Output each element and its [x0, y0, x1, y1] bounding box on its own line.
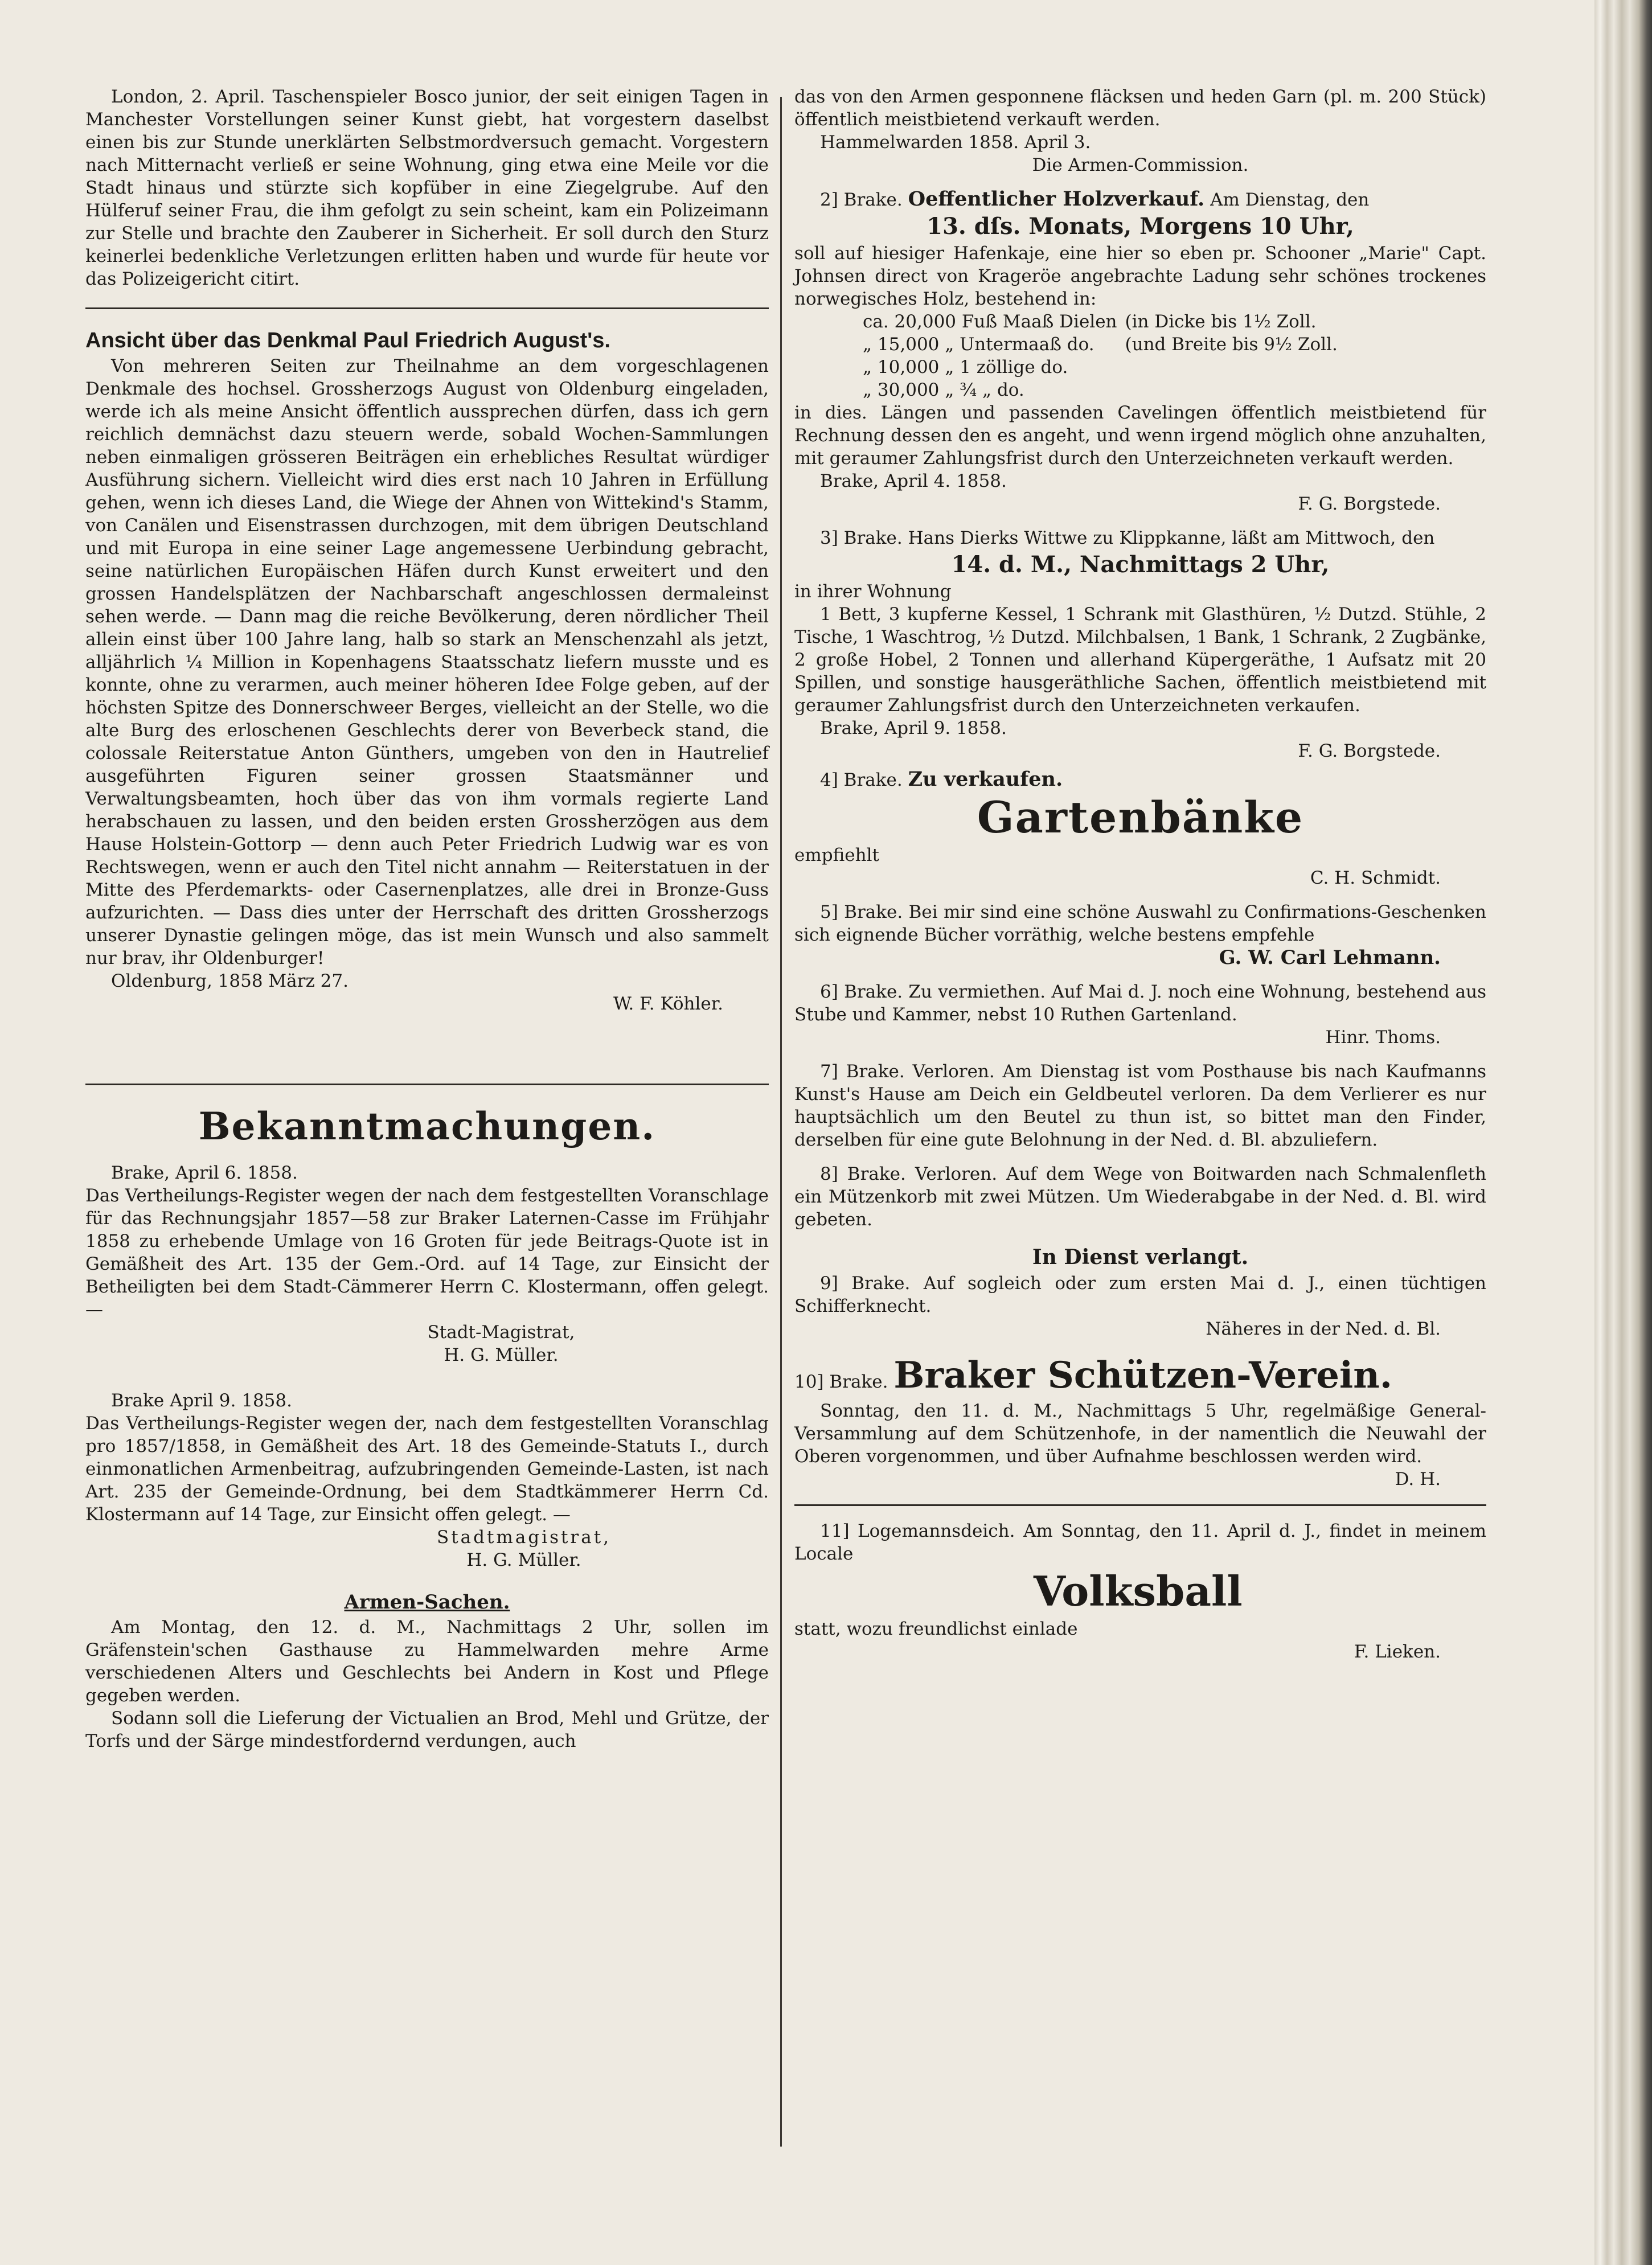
denkmal-signature: W. F. Köhler. [613, 994, 723, 1014]
ad-2-date-line: 13. dſs. Monats, Morgens 10 Uhr, [927, 213, 1354, 240]
ad-4-signature: C. H. Schmidt. [1310, 868, 1441, 888]
notice-b-body: Das Vertheilungs-Register wegen der, nach dem festgestellten Voranschlag pro 1857/1858, in Gemäßheit des Art. 18 des Gemeinde-Statuts I., durch einmonatlichen Armenbeitrag, aufzubringenden Gemeinde-Lasten, ist nach Art. 235 der Gemeinde-Ordnung, bei dem Stadtkämmerer Herrn Cd. Klostermann auf 14 Tage, zur Einsicht offen gelegt. — [85, 1413, 769, 1525]
ad-8-body: 8] Brake. Verloren. Auf dem Wege von Boitwarden nach Schmalenfleth ein Mützenkorb mit zwei Mützen. Um Wiederabgabe in der Ned. d. Bl. wird gebeten. [794, 1164, 1486, 1230]
ad-2-title: Oeffentlicher Holzverkauf. [908, 187, 1205, 211]
ad-3-signature: F. G. Borgstede. [1298, 741, 1441, 761]
ad-4-gartenbaenke: Gartenbänke [977, 792, 1304, 843]
wood-dimension: (und Breite bis 9½ Zoll. [1125, 334, 1338, 355]
ad-2-number: 2] Brake. [820, 190, 903, 210]
ad-4-text: empfiehlt [794, 845, 879, 865]
ad-11-lead: 11] Logemannsdeich. Am Sonntag, den 11. April d. J., findet in meinem Locale [794, 1521, 1486, 1564]
armen-sachen-paragraph-1: Am Montag, den 12. d. M., Nachmittags 2 Uhr, sollen im Gräfenstein'schen Gasthause zu Hammelwarden mehre Arme verschiedenen Alters und Geschlechts bei Andern in Kost und Pflege gegeben werden. [85, 1617, 769, 1706]
ad-11-text: statt, wozu freundlichst einlade [794, 1619, 1078, 1639]
dienst-heading: In Dienst verlangt. [1032, 1245, 1249, 1269]
ad-2-signature: F. G. Borgstede. [1298, 494, 1441, 514]
armen-sachen-heading: Armen-Sachen. [344, 1591, 510, 1614]
armen-sachen-paragraph-2: Sodann soll die Lieferung der Victualien an Brod, Mehl und Grütze, der Torfs und der Särge mindestfordernd verdungen, auch [85, 1708, 769, 1751]
ad-9-signature: Näheres in der Ned. d. Bl. [1206, 1319, 1441, 1339]
ad-2-text: Am Dienstag, den [1210, 190, 1370, 210]
left-column [85, 85, 769, 1753]
wood-dimension [1125, 356, 1346, 379]
ad-9-body: 9] Brake. Auf sogleich oder zum ersten Mai d. J., einen tüchtigen Schifferknecht. [794, 1273, 1486, 1316]
denkmal-place-date: Oldenburg, 1858 März 27. [111, 971, 349, 991]
continued-signature: Die Armen-Commission. [1032, 155, 1249, 175]
ad-4-number: 4] Brake. [820, 770, 903, 790]
ad-3-location: in ihrer Wohnung [794, 581, 952, 602]
column-divider [780, 97, 782, 2147]
ad-3-items: 1 Bett, 3 kupferne Kessel, 1 Schrank mit Glasthüren, ½ Dutzd. Stühle, 2 Tische, 1 Waschtrog, ½ Dutzd. Milchbalsen, 1 Bank, 1 Schrank, 2 Zugbänke, 2 große Hobel, 2 Tonnen und allerhand Küpergeräthe, 1 Aufsatz mit 20 Spillen, und sonstige hausgeräthliche Sachen, öffentlich meistbietend mit geraumer Zahlungsfrist durch den Unterzeichneten verkaufen. [794, 604, 1486, 716]
ad-2-lead [794, 188, 1486, 211]
denkmal-heading: Ansicht über das Denkmal Paul Friedrich August's. [85, 329, 610, 352]
wood-item: „ 10,000 „ 1 zöllige do. [863, 357, 1068, 378]
ad-3-date-line: 14. d. M., Nachmittags 2 Uhr, [951, 551, 1330, 578]
right-column [794, 85, 1486, 1663]
notice-a-signature-line1: Stadt-Magistrat, [427, 1322, 575, 1343]
section-rule [85, 1084, 769, 1085]
ad-10-signature: D. H. [1395, 1469, 1441, 1490]
ad-10-lead [794, 1352, 1486, 1400]
section-rule [794, 1504, 1486, 1506]
wood-row [863, 356, 1346, 379]
ad-4-lead [794, 768, 1486, 791]
ad-7-body: 7] Brake. Verloren. Am Dienstag ist vom Posthause bis nach Kaufmanns Kunst's Hause am Deich ein Geldbeutel verloren. Da dem Verlierer es nur hauptsächlich um den Beutel zu thun ist, so bittet man den Finder, derselben für eine gute Belohnung in der Ned. d. Bl. abzuliefern. [794, 1061, 1486, 1150]
ad-2-body: soll auf hiesiger Hafenkaje, eine hier so eben pr. Schooner „Marie" Capt. Johnsen direct von Krageröe angebrachte Ladung sehr schönes trockenes norwegisches Holz, bestehend in: [794, 243, 1486, 309]
continued-date: Hammelwarden 1858. April 3. [820, 132, 1091, 153]
notice-b-signature-line2: H. G. Müller. [466, 1550, 581, 1570]
ad-3-date: Brake, April 9. 1858. [820, 718, 1007, 738]
notice-b-signature-line1: Stadtmagistrat, [436, 1527, 612, 1548]
wood-row [863, 310, 1346, 333]
ad-3-lead: 3] Brake. Hans Dierks Wittwe zu Klippkanne, läßt am Mittwoch, den [820, 528, 1435, 548]
ad-5-body: 5] Brake. Bei mir sind eine schöne Auswahl zu Confirmations-Geschenken sich eignende Bücher vorräthig, welche bestens empfehle [794, 902, 1486, 945]
wood-row [863, 379, 1346, 401]
wood-item: ca. 20,000 Fuß Maaß Dielen [863, 311, 1117, 332]
section-rule [85, 307, 769, 309]
wood-dimension: (in Dicke bis 1½ Zoll. [1125, 311, 1317, 332]
denkmal-body: Von mehreren Seiten zur Theilnahme an dem vorgeschlagenen Denkmale des hochsel. Grossherzogs August von Oldenburg eingeladen, werde ich als meine Ansicht öffentlich aussprechen dürfen, dass ich gern reichlich demnächst dazu steuern werde, sobald Wochen-Sammlungen neben einmaligen grösseren Beiträgen ein erhebliches Resultat würdiger Ausführung sichern. Vielleicht wird dies erst nach 10 Jahren in Erfüllung gehen, wenn ich dieses Land, die Wiege der Ahnen von Wittekind's Stamm, von Canälen und Eisenstrassen durchzogen, mit dem übrigen Deutschland und mit Europa in eine seiner Lage angemessene Uerbindung gebracht, seine natürlichen Europäischen Häfen durch Kunst erweitert und den grossen Handelsplätzen der Nachbarschaft angeschlossen dermaleinst sehen werde. — Dann mag die reiche Bevölkerung, deren nördlicher Theil allein einst über 100 Jahre lang, halb so stark an Menschenzahl als jetzt, alljährlich ¼ Million in Kopenhagens Staatsschatz liefern musste und es konnte, ohne zu verarmen, auch meiner höheren Idee Folge geben, auf der höchsten Spitze des Donnerschweer Berges, vielleicht an der Stelle, wo die alte Burg des erloschenen Geschlechts derer von Beverbeck stand, die colossale Reiterstatue Anton Günthers, umgeben von den in Hautrelief ausgeführten Figuren seiner grossen Staatsmänner und Verwaltungsbeamten, hoch über das von ihm vormals regierte Land herabschauen zu lassen, und den beiden ersten Grossherzögen aus dem Hause Holstein-Gottorp — denn auch Peter Friedrich Ludwig war es von Rechtswegen, wenn er auch den Titel nicht annahm — Reiterstatuen in der Mitte des Pferdemarkts- oder Casernenplatzes, alle drei in Bronze-Guss aufzurichten. — Dass dies unter der Herrschaft des dritten Grossherzogs unserer Dynastie gelingen möge, das ist mein Wunsch und also sammelt nur brav, ihr Oldenburger! [85, 356, 769, 969]
continued-text: das von den Armen gesponnene fläcksen und heden Garn (pl. m. 200 Stück) öffentlich meistbietend verkauft werden. [794, 87, 1486, 130]
wood-dimension [1125, 379, 1346, 401]
notice-a-signature-line2: H. G. Müller. [444, 1345, 559, 1365]
wood-row [863, 333, 1346, 356]
bekanntmachungen-heading: Bekanntmachungen. [198, 1104, 656, 1148]
ad-11-signature: F. Lieken. [1354, 1642, 1441, 1662]
ad-10-title: Braker Schützen-Verein. [893, 1354, 1393, 1397]
ad-10-body: Sonntag, den 11. d. M., Nachmittags 5 Uhr, regelmäßige General-Versammlung auf dem Schützenhofe, in der namentlich die Neuwahl der Oberen vorgenommen, und über Aufnahme beschlossen werden wird. [794, 1401, 1486, 1467]
ad-10-number: 10] Brake. [794, 1372, 888, 1392]
wood-item: „ 15,000 „ Untermaaß do. [863, 334, 1094, 355]
ad-6-signature: Hinr. Thoms. [1325, 1027, 1441, 1048]
notice-a-body: Das Vertheilungs-Register wegen der nach dem festgestellten Voranschlage für das Rechnungsjahr 1857—58 zur Braker Laternen-Casse im Frühjahr 1858 zu erhebende Umlage von 16 Groten für jede Beitrags-Quote ist in Gemäßheit des Art. 135 der Gem.-Ord. auf 14 Tage, zur Einsicht der Betheiligten bei dem Stadt-Cämmerer Herrn C. Klostermann, offen gelegt. — [85, 1185, 769, 1320]
notice-b-date: Brake April 9. 1858. [111, 1390, 292, 1411]
ad-4-title: Zu verkaufen. [908, 768, 1063, 791]
page-edge-stack [1594, 0, 1652, 2265]
ad-11-volksball: Volksball [1034, 1567, 1243, 1615]
wood-list [863, 310, 1346, 401]
notice-a-date: Brake, April 6. 1858. [111, 1163, 298, 1183]
ad-2-terms: in dies. Längen und passenden Cavelingen öffentlich meistbietend für Rechnung dessen den es angeht, und wenn irgend möglich ohne anzuhalten, mit geraumer Zahlungsfrist durch den Unterzeichneten verkauft werden. [794, 403, 1486, 469]
ad-2-date: Brake, April 4. 1858. [820, 471, 1007, 491]
wood-item: „ 30,000 „ ¾ „ do. [863, 380, 1024, 400]
ad-5-signature: G. W. Carl Lehmann. [1219, 946, 1441, 969]
london-news-article: London, 2. April. Taschenspieler Bosco junior, der seit einigen Tagen in Manchester Vorstellungen seiner Kunst giebt, hat vorgestern daselbst einen bis zur Stunde unerklärten Selbstmordversuch gemacht. Vorgestern nach Mitternacht verließ er seine Wohnung, ging etwa eine Meile vor die Stadt hinaus und stürzte sich kopfüber in eine Ziegelgrube. Auf den Hülferuf seiner Frau, die ihm gefolgt zu sein scheint, kam ein Polizeimann zur Stelle und brachte den Zauberer in Sicherheit. Er soll durch den Sturz keinerlei bedenkliche Verletzungen erlitten haben und wurde für heute vor das Polizeigericht citirt. [85, 87, 769, 289]
ad-6-body: 6] Brake. Zu vermiethen. Auf Mai d. J. noch eine Wohnung, bestehend aus Stube und Kammer, nebst 10 Ruthen Gartenland. [794, 982, 1486, 1025]
